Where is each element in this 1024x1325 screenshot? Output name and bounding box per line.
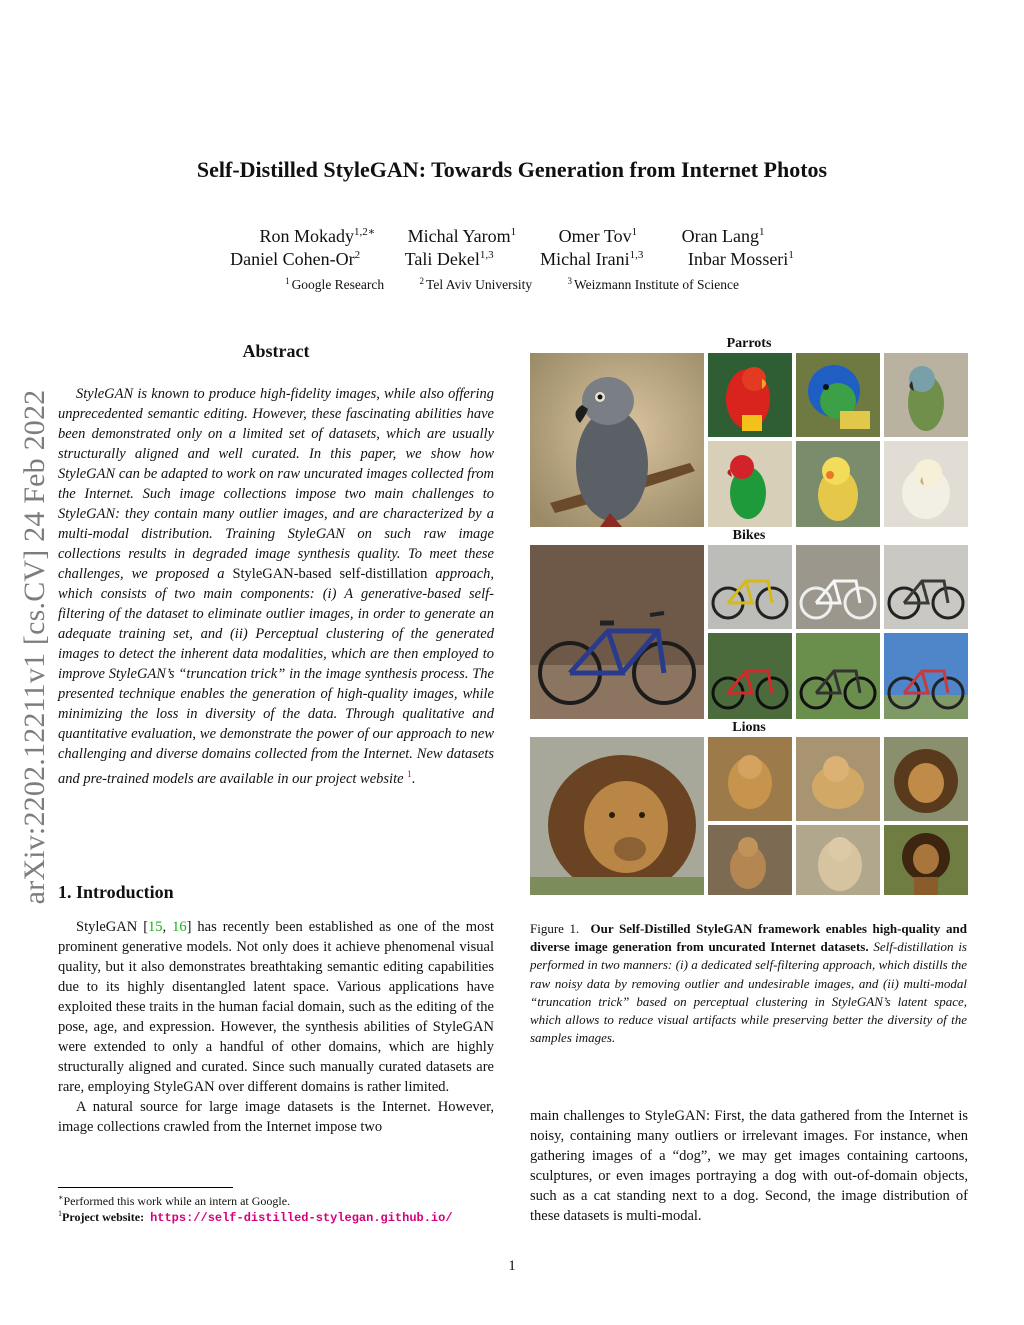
bike-large-image <box>530 545 704 719</box>
lion-image <box>796 825 880 895</box>
abstract-body: StyleGAN is known to produce high-fidelity images, while also offering unprecedented semantic editing. However, these fascinating abilities have been demonstrated only on a limited set of datasets, which are usually structurally aligned and well curated. In this paper, we show how StyleGAN can be adapted to work on raw uncurated images collected from the Internet. Such image collections impose two main challenges to StyleGAN: they contain many outlier images, and are characterized by a multi-modal distribution. Training StyleGAN on such raw image collections results in degraded image synthesis quality. To meet these challenges, we proposed a StyleGAN-based self-distillation approach, which consists of two main components: (i) A generative-based self-filtering of the dataset to eliminate outlier images, in order to generate an adequate training set, and (ii) Perceptual clustering of the generated images to detect the inherent data modalities, which are then employed to improve StyleGAN’s “truncation trick” in the image synthesis process. The presented technique enables the generation of high-quality images, while minimizing the loss in diversity of the data. Through qualitative and quantitative evaluation, we demonstrate the power of our approach to new challenging and diverse domains collected from the Internet. New datasets and pre-trained models are available in our project website $^1$. <box>58 386 495 787</box>
author: Michal Irani$^{1,3}$ <box>540 249 644 269</box>
author-row-2 <box>0 249 1024 270</box>
paragraph: StyleGAN [15, 16] has recently been established as one of the most prominent generative models. Not only does it achieve phenomenal visual quality, but it also demonstrates breathtaking semantic editing capabilities due to its highly disentangled latent space. Various applications have exploited these traits in the human facial domain, such as the editing of the pose, age, and expression. However, the synthesis abilities of StyleGAN were extended to only a handful of other domains, which are highly structurally aligned and curated. Since such manually curated datasets are rare, employing StyleGAN over different domains is rather limited. <box>58 919 494 1095</box>
lion-image <box>796 737 880 821</box>
bike-image <box>796 545 880 629</box>
figure-1 <box>530 338 968 895</box>
lion-image <box>884 825 968 895</box>
paragraph: A natural source for large image datasets is the Internet. However, image collections crawled from the Internet impose two <box>58 1099 494 1135</box>
footnote-marker[interactable]: 1 <box>407 769 412 779</box>
bike-image <box>884 633 968 719</box>
group-label-parrots: Parrots <box>726 336 772 351</box>
author-row-1 <box>0 225 1024 247</box>
group-label-lions: Lions <box>732 720 766 735</box>
right-column-body: main challenges to StyleGAN: First, the data gathered from the Internet is noisy, containing many outliers or irrelevant images. For instance, when gathering images of a “dog”, we may get images containing cartoons, sculptures, or even images portraying a dog with out-of-domain objects, such as a cat standing next to a dog. Second, the image distribution of these datasets is multi-modal. <box>530 1108 968 1224</box>
author: Michal Yarom$^1$ <box>407 226 517 246</box>
bike-image <box>884 545 968 629</box>
lion-image <box>884 737 968 821</box>
citation-link[interactable]: 15 <box>148 919 163 935</box>
footnote: $^1$Project website: https://self-distilled-stylegan.github.io/ <box>58 1209 453 1225</box>
parrot-large-image <box>530 353 704 527</box>
affiliations <box>0 276 1024 293</box>
footnote: ∗Performed this work while an intern at Google. <box>58 1193 291 1208</box>
author: Inbar Mosseri$^1$ <box>687 249 794 269</box>
group-label-bikes: Bikes <box>732 528 766 543</box>
abstract-heading: Abstract <box>242 341 310 361</box>
parrot-image <box>708 353 792 437</box>
page-number: 1 <box>508 1258 516 1274</box>
figure-caption: Figure 1. Our Self-Distilled StyleGAN framework enables high-quality and diverse image generation from uncurated Internet datasets. Self-distillation is performed in two manners: (i) a dedicated self-filtering approach, which distills the raw noisy data by removing outlier and undesirable images, and (ii) multi-modal “truncation trick” based on perceptual clustering in StyleGAN’s latent space, which allows to reduce visual artifacts while preserving better the diversity of the samples images. <box>530 921 967 1046</box>
author: Oran Lang$^1$ <box>681 226 765 246</box>
footnote-rule <box>58 1187 233 1188</box>
paper-title: Self-Distilled StyleGAN: Towards Generation from Internet Photos <box>196 157 828 182</box>
parrot-image <box>708 441 792 527</box>
lion-image <box>708 737 792 821</box>
affiliation: $^1$ Google Research <box>285 276 385 292</box>
affiliation: $^3$ Weizmann Institute of Science <box>567 276 739 292</box>
parrot-image <box>796 353 880 437</box>
bike-image <box>708 545 792 629</box>
introduction-heading: 1. Introduction <box>58 882 174 902</box>
affiliation: $^2$ Tel Aviv University <box>419 276 533 292</box>
bike-image <box>708 633 792 719</box>
author: Daniel Cohen-Or$^2$ <box>230 249 361 269</box>
project-url-link[interactable]: https://self-distilled-stylegan.github.io/ <box>150 1211 453 1225</box>
parrot-image <box>884 441 968 527</box>
lion-large-image <box>530 737 704 895</box>
arxiv-stamp: arXiv:2202.12211v1 [cs.CV] 24 Feb 2022 <box>18 389 51 905</box>
author: Tali Dekel$^{1,3}$ <box>404 249 494 269</box>
citation-link[interactable]: 16 <box>172 919 187 935</box>
author: Ron Mokady$^{1,2∗}$ <box>259 226 376 246</box>
lion-image <box>708 825 792 895</box>
introduction-body <box>58 917 494 1137</box>
bike-image <box>796 633 880 719</box>
parrot-image <box>884 353 968 437</box>
parrot-image <box>796 441 880 527</box>
author: Omer Tov$^1$ <box>558 226 638 246</box>
